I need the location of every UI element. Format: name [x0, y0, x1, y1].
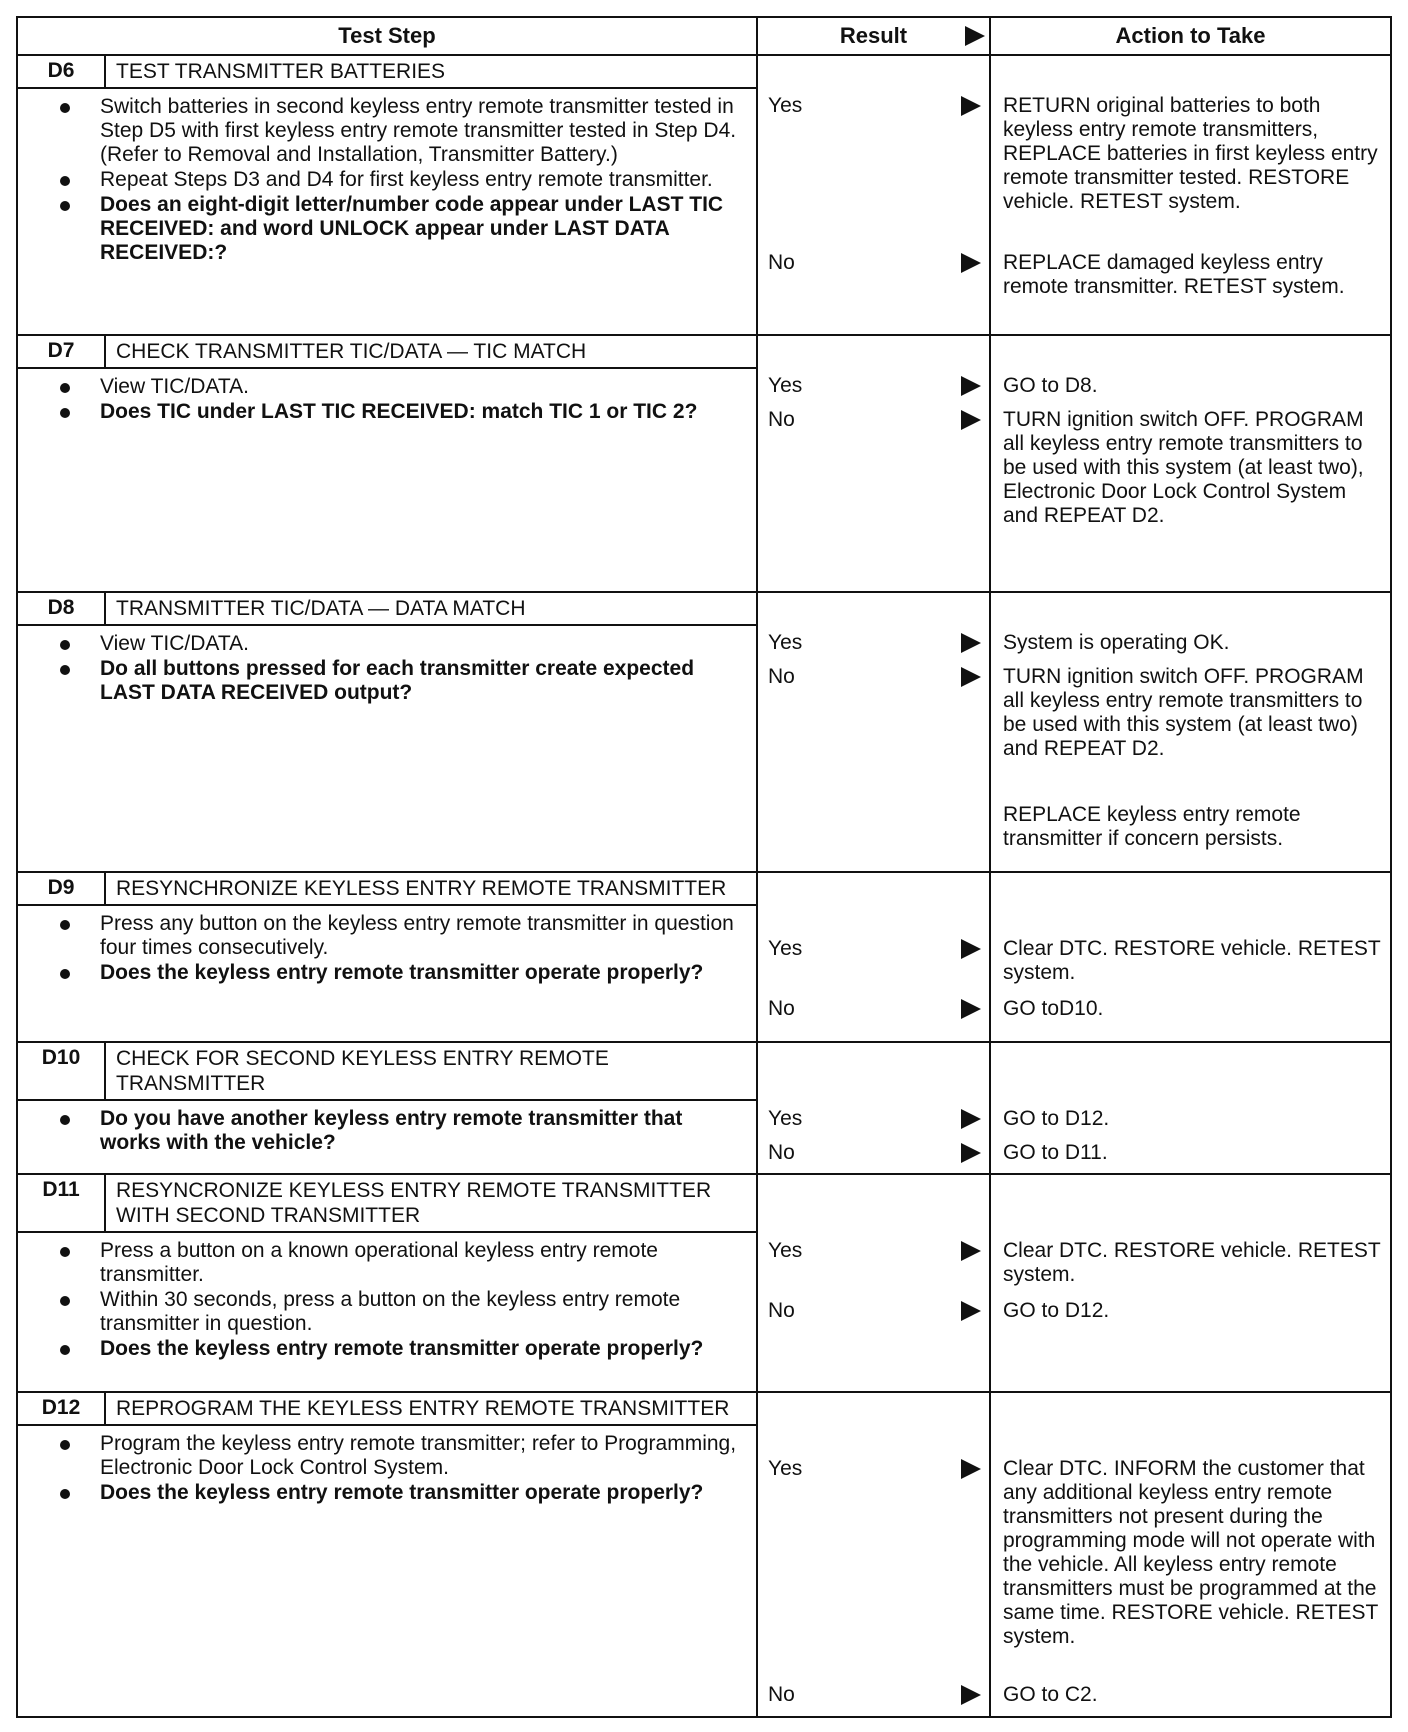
- step-row-d6: [17, 55, 1391, 335]
- step-question: Does the keyless entry remote transmitter operate properly?: [100, 1337, 746, 1361]
- step-question: Do you have another keyless entry remote transmitter that works with the vehicle?: [100, 1107, 746, 1155]
- step-question: Does TIC under LAST TIC RECEIVED: match TIC 1 or TIC 2?: [100, 400, 746, 424]
- step-row-d9: [17, 872, 1391, 1042]
- step-cell: [17, 1042, 757, 1174]
- list-item: Program the keyless entry remote transmitter; refer to Programming, Electronic Door Lock Control System.: [100, 1432, 746, 1480]
- list-item: Within 30 seconds, press a button on the keyless entry remote transmitter in question.: [100, 1288, 746, 1336]
- header-action: Action to Take: [990, 17, 1391, 55]
- step-instructions: [18, 906, 756, 990]
- result-yes: Yes: [768, 1457, 981, 1481]
- result-no: No: [768, 665, 981, 689]
- action-no: GO to D11.: [1003, 1141, 1108, 1164]
- action-no: REPLACE damaged keyless entry remote transmitter. RETEST system.: [1003, 251, 1345, 298]
- result-yes: Yes: [768, 94, 981, 118]
- step-title: RESYNCHRONIZE KEYLESS ENTRY REMOTE TRANSMITTER: [116, 877, 727, 900]
- result-no: No: [768, 1141, 981, 1165]
- step-id: D6: [18, 56, 106, 87]
- action-cell: [990, 1042, 1391, 1174]
- header-row: [17, 17, 1391, 55]
- step-title: RESYNCRONIZE KEYLESS ENTRY REMOTE TRANSMITTER WITH SECOND TRANSMITTER: [116, 1179, 712, 1227]
- arrow-right-icon: [961, 96, 981, 116]
- step-id: D8: [18, 593, 106, 624]
- action-no: TURN ignition switch OFF. PROGRAM all keyless entry remote transmitters to be used with this system (at least two) and REPEAT D2.: [1003, 665, 1364, 760]
- arrow-right-icon: [961, 1109, 981, 1129]
- arrow-right-icon: [965, 26, 985, 46]
- action-cell: [990, 872, 1391, 1042]
- list-item: View TIC/DATA.: [100, 375, 746, 399]
- action-cell: [990, 1392, 1391, 1717]
- action-yes: GO to D8.: [1003, 374, 1098, 397]
- step-id: D9: [18, 873, 106, 904]
- step-header: [18, 593, 756, 626]
- action-yes: Clear DTC. RESTORE vehicle. RETEST system.: [1003, 1239, 1381, 1286]
- arrow-right-icon: [961, 253, 981, 273]
- arrow-right-icon: [961, 376, 981, 396]
- action-cell: [990, 1174, 1391, 1392]
- result-no: No: [768, 997, 981, 1021]
- step-cell: [17, 872, 757, 1042]
- action-no: TURN ignition switch OFF. PROGRAM all keyless entry remote transmitters to be used with this system (at least two), Electronic Door Lock Control System and REPEAT D2.: [1003, 408, 1364, 527]
- header-result: Result: [757, 17, 990, 55]
- action-yes: RETURN original batteries to both keyless entry remote transmitters, REPLACE batteries in first keyless entry remote transmitter tested. RESTORE vehicle. RETEST system.: [1003, 94, 1378, 213]
- step-id: D11: [18, 1175, 106, 1231]
- step-title: CHECK FOR SECOND KEYLESS ENTRY REMOTE TRANSMITTER: [116, 1047, 609, 1095]
- list-item: Repeat Steps D3 and D4 for first keyless entry remote transmitter.: [100, 168, 746, 192]
- result-cell: [757, 55, 990, 335]
- step-question: Do all buttons pressed for each transmitter create expected LAST DATA RECEIVED output?: [100, 657, 746, 705]
- arrow-right-icon: [961, 633, 981, 653]
- step-instructions: [18, 369, 756, 429]
- result-no: No: [768, 408, 981, 432]
- step-id: D12: [18, 1393, 106, 1424]
- result-yes: Yes: [768, 1239, 981, 1263]
- list-item: Switch batteries in second keyless entry remote transmitter tested in Step D5 with first keyless entry remote transmitter tested in Step D4. (Refer to Removal and Installation, Transmitter Battery.): [100, 95, 746, 167]
- result-yes: Yes: [768, 631, 981, 655]
- step-cell: [17, 1392, 757, 1717]
- action-no: GO to C2.: [1003, 1683, 1098, 1706]
- action-no-2: REPLACE keyless entry remote transmitter if concern persists.: [1003, 803, 1301, 850]
- step-instructions: [18, 1426, 756, 1510]
- diagnostic-page: [16, 16, 1390, 1718]
- list-item: View TIC/DATA.: [100, 632, 746, 656]
- step-id: D7: [18, 336, 106, 367]
- step-id: D10: [18, 1043, 106, 1099]
- arrow-right-icon: [961, 667, 981, 687]
- step-instructions: [18, 1101, 756, 1160]
- step-instructions: [18, 626, 756, 710]
- step-title: TRANSMITTER TIC/DATA — DATA MATCH: [116, 597, 526, 620]
- list-item: Press a button on a known operational keyless entry remote transmitter.: [100, 1239, 746, 1287]
- arrow-right-icon: [961, 1301, 981, 1321]
- step-question: Does the keyless entry remote transmitter operate properly?: [100, 961, 746, 985]
- result-cell: [757, 592, 990, 872]
- pinpoint-test-table: [16, 16, 1392, 1718]
- result-yes: Yes: [768, 937, 981, 961]
- result-cell: [757, 1174, 990, 1392]
- step-row-d8: [17, 592, 1391, 872]
- result-yes: Yes: [768, 374, 981, 398]
- step-row-d10: [17, 1042, 1391, 1174]
- header-test-step: Test Step: [17, 17, 757, 55]
- step-row-d11: [17, 1174, 1391, 1392]
- result-no: No: [768, 1299, 981, 1323]
- step-cell: [17, 1174, 757, 1392]
- result-no: No: [768, 251, 981, 275]
- arrow-right-icon: [961, 999, 981, 1019]
- action-cell: [990, 335, 1391, 592]
- step-cell: [17, 335, 757, 592]
- result-yes: Yes: [768, 1107, 981, 1131]
- step-title: CHECK TRANSMITTER TIC/DATA — TIC MATCH: [116, 340, 587, 363]
- arrow-right-icon: [961, 1143, 981, 1163]
- step-cell: [17, 55, 757, 335]
- action-cell: [990, 592, 1391, 872]
- step-title: REPROGRAM THE KEYLESS ENTRY REMOTE TRANSMITTER: [116, 1397, 730, 1420]
- arrow-right-icon: [961, 1685, 981, 1705]
- step-header: [18, 336, 756, 369]
- step-row-d7: [17, 335, 1391, 592]
- step-header: [18, 1043, 756, 1101]
- action-yes: Clear DTC. INFORM the customer that any additional keyless entry remote transmitters not present during the programming mode will not operate with the vehicle. All keyless entry remote transmitters must be programmed at the same time. RESTORE vehicle. RETEST system.: [1003, 1457, 1378, 1648]
- arrow-right-icon: [961, 939, 981, 959]
- step-header: [18, 1175, 756, 1233]
- step-instructions: [18, 1233, 756, 1366]
- result-cell: [757, 335, 990, 592]
- step-question: Does the keyless entry remote transmitter operate properly?: [100, 1481, 746, 1505]
- arrow-right-icon: [961, 1459, 981, 1479]
- action-no: GO to D12.: [1003, 1299, 1110, 1322]
- step-title: TEST TRANSMITTER BATTERIES: [116, 60, 446, 83]
- action-yes: GO to D12.: [1003, 1107, 1110, 1130]
- step-header: [18, 56, 756, 89]
- action-cell: [990, 55, 1391, 335]
- step-header: [18, 1393, 756, 1426]
- action-yes: Clear DTC. RESTORE vehicle. RETEST system.: [1003, 937, 1381, 984]
- step-cell: [17, 592, 757, 872]
- action-no: GO toD10.: [1003, 997, 1104, 1020]
- result-cell: [757, 1042, 990, 1174]
- result-no: No: [768, 1683, 981, 1707]
- action-yes: System is operating OK.: [1003, 631, 1230, 654]
- result-cell: [757, 872, 990, 1042]
- step-instructions: [18, 89, 756, 270]
- step-question: Does an eight-digit letter/number code appear under LAST TIC RECEIVED: and word UNLOCK appear under LAST DATA RECEIVED:?: [100, 193, 746, 265]
- arrow-right-icon: [961, 1241, 981, 1261]
- result-cell: [757, 1392, 990, 1717]
- arrow-right-icon: [961, 410, 981, 430]
- list-item: Press any button on the keyless entry remote transmitter in question four times consecutively.: [100, 912, 746, 960]
- step-row-d12: [17, 1392, 1391, 1717]
- step-header: [18, 873, 756, 906]
